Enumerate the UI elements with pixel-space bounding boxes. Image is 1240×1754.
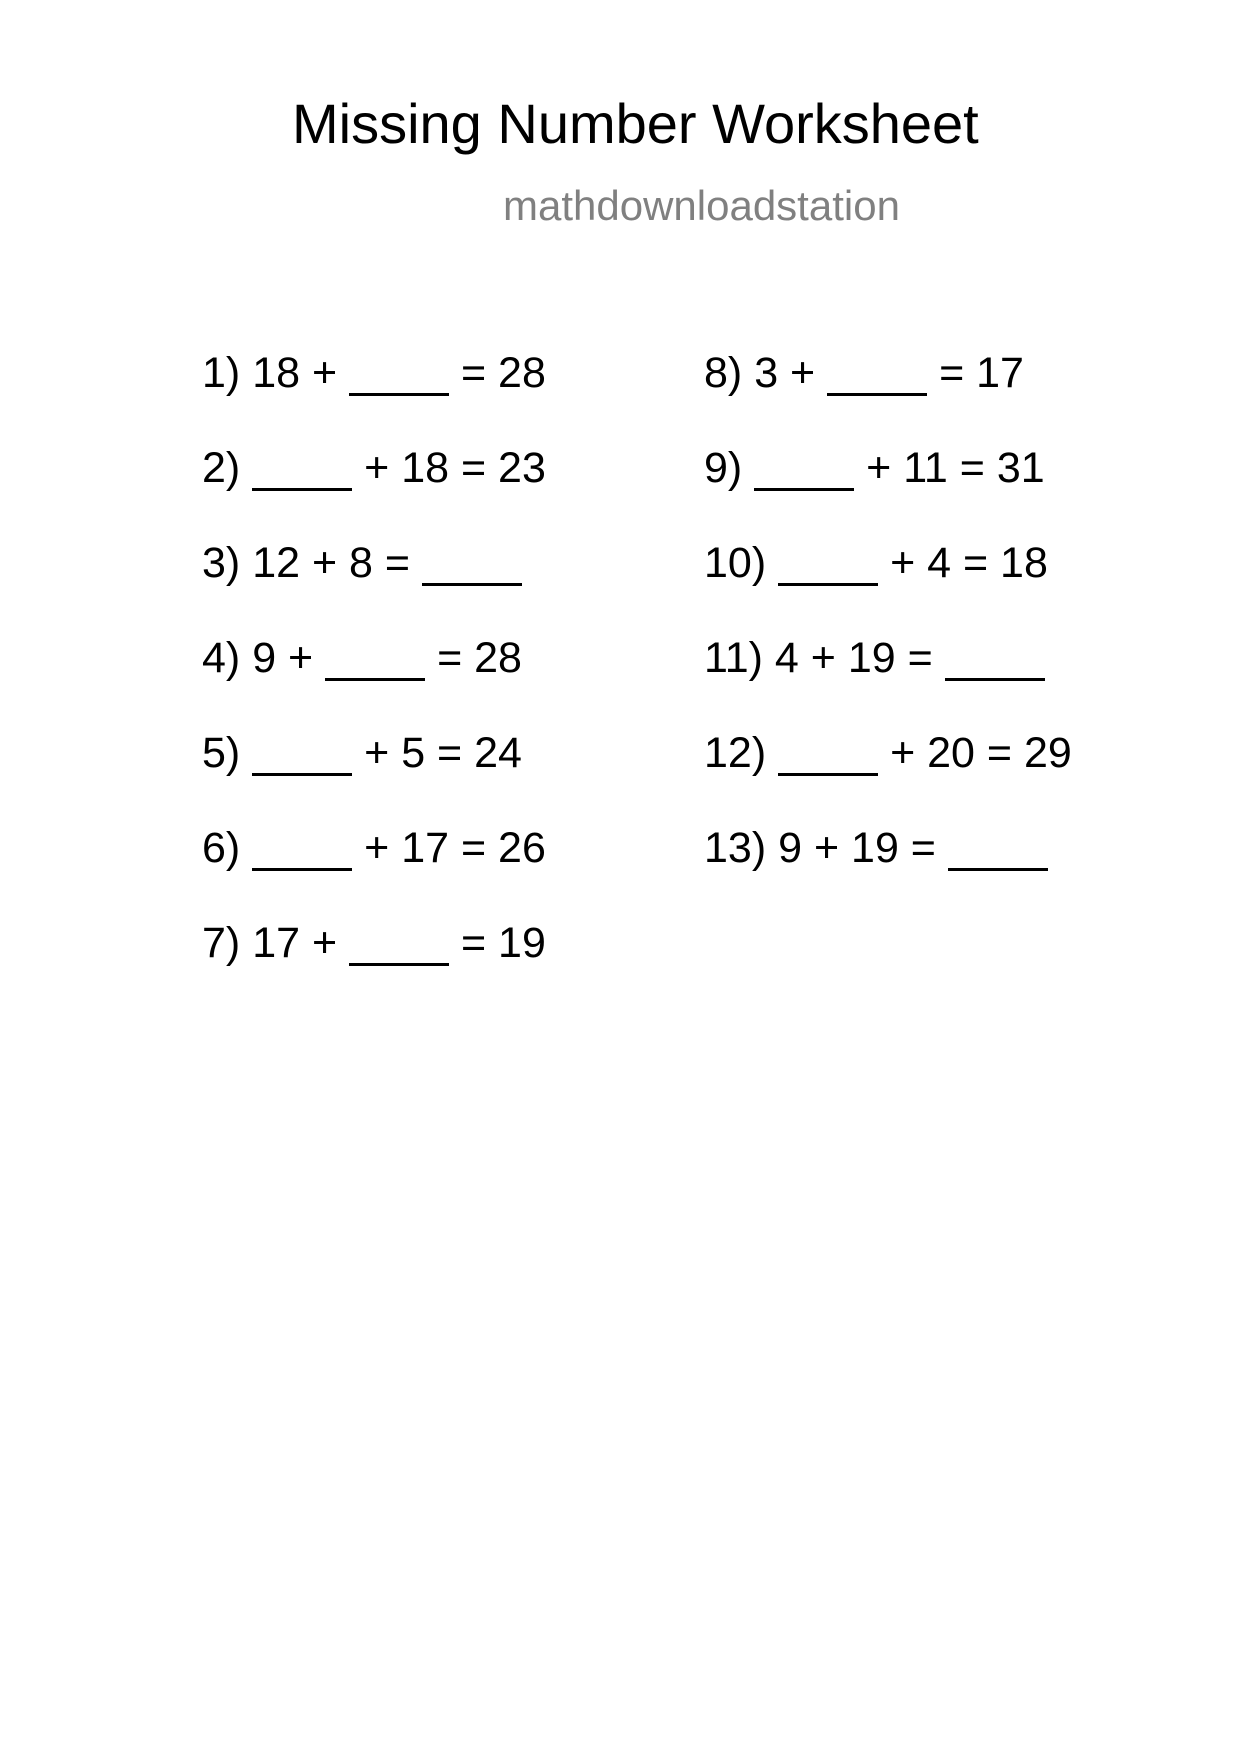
equation-text: = 28: [437, 634, 522, 682]
site-name: mathdownloadstation: [503, 182, 900, 229]
problem-item: [202, 539, 546, 637]
equation-text: 4 + 19 =: [774, 634, 933, 682]
equation-text: + 11 = 31: [866, 444, 1045, 492]
equation-text: + 20 = 29: [890, 729, 1072, 777]
problem-item: [704, 444, 1072, 542]
problem-item: [704, 729, 1072, 827]
problem-item: [704, 539, 1072, 637]
problem-number: 4): [202, 634, 241, 682]
problem-item: [202, 824, 546, 922]
page-title: Missing Number Worksheet: [292, 92, 979, 155]
answer-blank[interactable]: [349, 393, 449, 396]
problem-number: 11): [704, 634, 763, 682]
problem-number: 12): [704, 729, 767, 777]
problem-number: 3): [202, 539, 241, 587]
equation-text: + 18 = 23: [364, 444, 546, 492]
problem-item: [202, 729, 546, 827]
problem-item: [704, 634, 1072, 732]
answer-blank[interactable]: [778, 773, 878, 776]
answer-blank[interactable]: [945, 678, 1045, 681]
problem-number: 7): [202, 919, 241, 967]
problem-item: [202, 919, 546, 1017]
equation-text: = 28: [460, 349, 546, 397]
equation-text: = 19: [460, 919, 546, 967]
problem-number: 8): [704, 349, 743, 397]
problem-number: 9): [704, 444, 743, 492]
answer-blank[interactable]: [754, 488, 854, 491]
problems-column-right: [704, 349, 1072, 922]
answer-blank[interactable]: [325, 678, 425, 681]
answer-blank[interactable]: [252, 868, 352, 871]
equation-text: + 17 = 26: [364, 824, 546, 872]
problems-column-left: [202, 349, 546, 1017]
problem-item: [704, 824, 1072, 922]
problem-number: 2): [202, 444, 241, 492]
answer-blank[interactable]: [778, 583, 878, 586]
problem-number: 1): [202, 349, 241, 397]
equation-text: = 17: [939, 349, 1024, 397]
answer-blank[interactable]: [252, 773, 352, 776]
problem-item: [704, 349, 1072, 447]
equation-text: 3 +: [754, 349, 816, 397]
problem-item: [202, 349, 546, 447]
answer-blank[interactable]: [422, 583, 522, 586]
equation-text: 9 + 19 =: [778, 824, 936, 872]
answer-blank[interactable]: [948, 868, 1048, 871]
problem-number: 13): [704, 824, 767, 872]
problem-number: 5): [202, 729, 241, 777]
problem-item: [202, 444, 546, 542]
equation-text: + 5 = 24: [364, 729, 522, 777]
problem-number: 6): [202, 824, 241, 872]
equation-text: 9 +: [252, 634, 314, 682]
equation-text: 18 +: [252, 349, 338, 397]
problem-number: 10): [704, 539, 767, 587]
equation-text: + 4 = 18: [890, 539, 1048, 587]
equation-text: 12 + 8 =: [252, 539, 410, 587]
answer-blank[interactable]: [349, 963, 449, 966]
answer-blank[interactable]: [252, 488, 352, 491]
equation-text: 17 +: [252, 919, 338, 967]
problem-item: [202, 634, 546, 732]
answer-blank[interactable]: [827, 393, 927, 396]
